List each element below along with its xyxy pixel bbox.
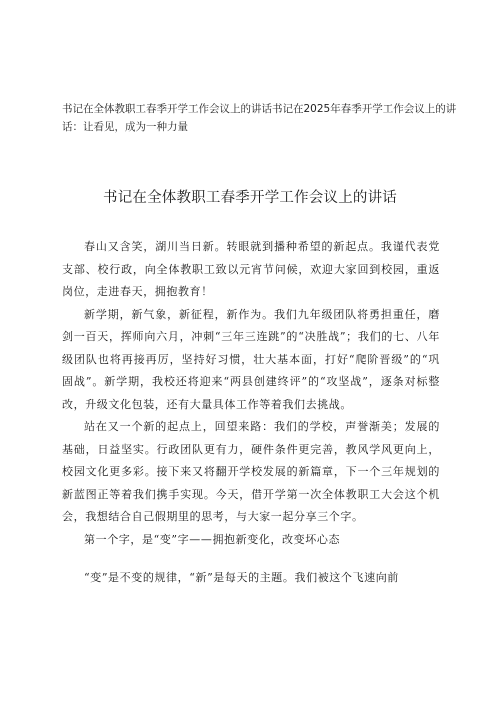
paragraph-new-starting-point: 站在又一个新的起点上，回望来路：我们的学校，声誉渐美；发展的基础，日益坚实。行政团队更有力，硬件条件更完善，教风学风更向上，校园文化更多彩。接下来又将翻开学校发展的新篇章，下一个三年规划的新蓝图正等着我们携手实现。今天，借开学第一次全体教职工大会这个机会，我想结合自己假期里的思考，与大家一起分享三个字。: [62, 420, 440, 523]
speech-body: [62, 236, 440, 590]
section-heading-first-word: 第一个字，是“变”字——拥抱新变化，改变坏心态: [84, 532, 341, 546]
speech-title: 书记在全体教职工春季开学工作会议上的讲话: [103, 190, 397, 206]
paragraph-new-semester: 新学期，新气象，新征程，新作为。我们九年级团队将勇担重任，磨剑一百天，挥师向六月，冲刺“三年三连跳”的“决胜战”；我们的七、八年级团队也将再接再厉，坚持好习惯，壮大基本面，打好“爬阶晋级”的“巩固战”。新学期，我校还将迎来“两县创建终评”的“攻坚战”，逐条对标整改，升级文化包装，还有大量具体工作等着我们去挑战。: [62, 307, 440, 411]
paragraph-opening: 春山又含笑，湖川当日新。转眼就到播种希望的新起点。我谨代表党支部、校行政，向全体教职工致以元宵节问候，欢迎大家回到校园，重返岗位，走进春天，拥抱教育！: [62, 240, 440, 298]
document-header-caption: 书记在全体教职工春季开学工作会议上的讲话书记在2025年春季开学工作会议上的讲话：让看见，成为一种力量: [62, 103, 457, 133]
paragraph-change-intro: “变”是不变的规律，“新”是每天的主题。我们被这个飞速向前: [84, 571, 399, 584]
